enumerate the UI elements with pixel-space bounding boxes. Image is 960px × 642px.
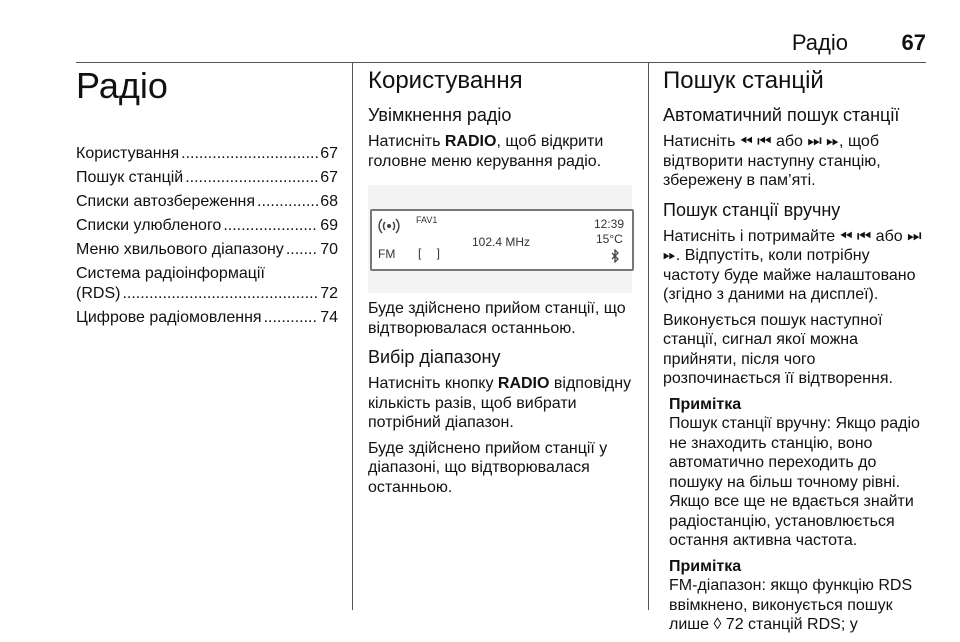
toc-item[interactable]: Система радіоінформації (RDS) ..... 72 [76, 264, 338, 304]
column-divider-1 [352, 62, 353, 610]
note-box [663, 557, 928, 635]
subsection-heading: Пошук станції вручну [663, 199, 841, 220]
paragraph: Натисніть RADIO, щоб відкрити головне меню керування радіо. [368, 133, 604, 170]
note-title: Примітка [669, 557, 742, 575]
column-divider-2 [648, 62, 649, 610]
radio-display-figure [368, 185, 632, 293]
paragraph: Натисніть кнопку RADIO відповідну кількість разів, щоб вибрати потрібний діапазон. [368, 375, 632, 431]
subsection-heading: Автоматичний пошук станції [663, 105, 900, 125]
seek-forward-icon: ⏭︎ ⏩︎ [807, 133, 840, 150]
section-heading: Користування [368, 67, 523, 94]
paragraph: Натисніть ⏪︎ ⏮︎ або ⏭︎ ⏩︎, щоб відтворити наступну станцію, збережену в пам’яті. [663, 133, 881, 189]
toc-item[interactable]: Пошук станцій ..... 67 [76, 168, 338, 188]
favourites-label: FAV1 [416, 215, 438, 225]
seek-forward-icon: ⏭︎ ⏩︎ [663, 227, 922, 264]
paragraph: Буде здійснено прийом станції, що відтворювалася останньою. [368, 300, 626, 337]
bluetooth-icon [610, 249, 620, 266]
note-text: FM-діапазон: якщо функцію RDS ввімкнено, виконується пошук лише ◊ 72 станцій RDS; у [669, 577, 913, 633]
radio-display-screen [370, 209, 634, 271]
paragraph: Виконується пошук наступної станції, сигнал якої можна прийняти, після чого розпочинається її відтворення. [663, 311, 893, 387]
toc-item[interactable]: Цифрове радіомовлення ..... 74 [76, 308, 338, 328]
header-title: Радіо [791, 30, 848, 55]
left-column [76, 62, 338, 332]
table-of-contents [76, 144, 338, 328]
note-title: Примітка [669, 395, 742, 413]
middle-column [368, 62, 636, 497]
paragraph: Натисніть і потримайте ⏪︎ ⏮︎ або ⏭︎ ⏩︎. Відпустіть, коли потрібну частоту буде майже налаштовано (згідно з даними на дисплеї). [663, 227, 922, 303]
right-column [663, 62, 928, 635]
toc-item[interactable]: Користування ..... 67 [76, 144, 338, 164]
chapter-title: Радіо [76, 65, 168, 106]
note-box [663, 395, 928, 551]
toc-item[interactable]: Меню хвильового діапазону ..... 70 [76, 240, 338, 260]
toc-item[interactable]: Списки улюбленого ..... 69 [76, 216, 338, 236]
note-text: Пошук станції вручну: Якщо радіо не знаходить станцію, воно автоматично переходить до пошуку на більш точному рівні. Якщо все ще не вдається знайти радіостанцію, установлюється остання активна частота. [669, 415, 920, 549]
band-label: FM [378, 247, 396, 261]
clock-readout: 12:39 [594, 217, 625, 231]
temperature-readout: 15°C [596, 232, 623, 246]
subsection-heading: Увімкнення радіо [368, 105, 512, 125]
preset-brackets: [ ] [418, 246, 447, 260]
header-page-number: 67 [901, 30, 926, 55]
page-reference-icon[interactable]: ◊ [713, 616, 722, 633]
toc-item[interactable]: Списки автозбереження ..... 68 [76, 192, 338, 212]
section-heading: Пошук станцій [663, 67, 824, 94]
seek-back-icon: ⏪︎ ⏮︎ [739, 133, 772, 150]
paragraph: Буде здійснено прийом станції у діапазоні, що відтворювалася останньою. [368, 439, 608, 496]
frequency-readout: 102.4 MHz [472, 235, 531, 249]
subsection-heading: Вибір діапазону [368, 347, 501, 367]
seek-back-icon: ⏪︎ ⏮︎ [839, 227, 872, 245]
radio-antenna-icon [378, 217, 400, 238]
